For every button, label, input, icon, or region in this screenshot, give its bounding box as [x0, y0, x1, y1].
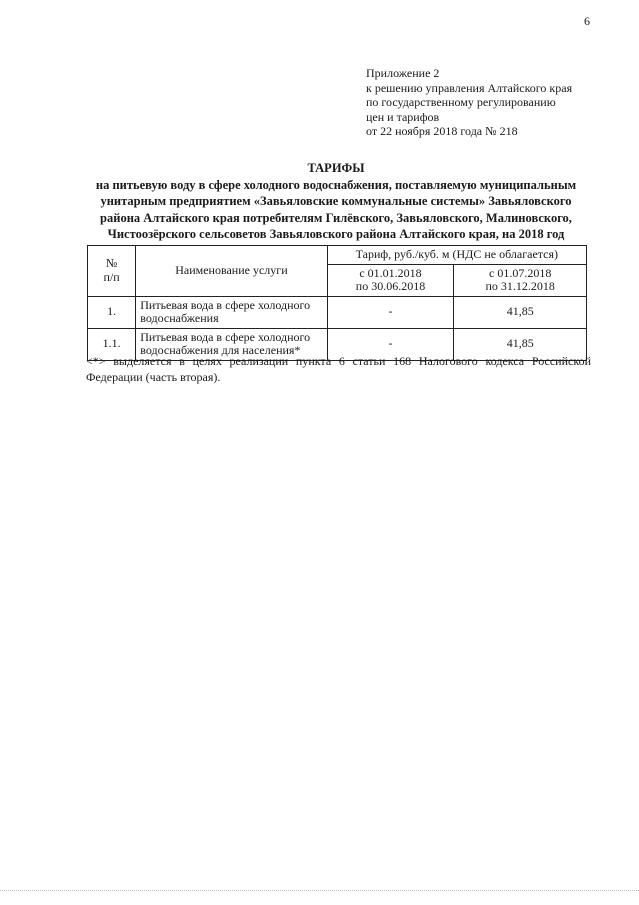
header-service-name: Наименование услуги: [136, 246, 327, 297]
appendix-line: к решению управления Алтайского края: [366, 80, 573, 95]
row-service-name-line: водоснабжения: [140, 311, 219, 325]
table-row: [88, 296, 587, 328]
appendix-line: от 22 ноября 2018 года № 218: [366, 124, 518, 138]
header-period-1-end: по 30.06.2018: [355, 279, 426, 293]
title-line: на питьевую воду в сфере холодного водоснабжения, поставляемую муниципальным: [95, 177, 577, 192]
header-num: [88, 246, 136, 297]
row-tariff-period-1: -: [327, 296, 454, 328]
header-num-symbol: №: [105, 256, 118, 271]
scan-edge-line: [0, 890, 639, 891]
row-tariff-period-2: 41,85: [454, 296, 587, 328]
row-service-name-line: водоснабжения для населения*: [140, 343, 301, 357]
appendix-line: цен и тарифов: [366, 109, 440, 124]
header-period-2: [454, 264, 587, 296]
row-tariff-period-1: -: [327, 328, 454, 360]
title-line: Чистоозёрского сельсоветов Завьяловского района Алтайского края, на 2018 год: [107, 227, 565, 241]
title-line: района Алтайского края потребителям Гилёвского, Завьяловского, Малиновского,: [100, 210, 572, 225]
header-period-1: [327, 264, 454, 296]
tariff-table: [87, 245, 587, 361]
row-num: 1.: [88, 296, 136, 328]
row-service-name-line: Питьевая вода в сфере холодного: [140, 329, 311, 344]
header-period-2-end: по 31.12.2018: [485, 279, 555, 293]
row-service-name-line: Питьевая вода в сфере холодного: [140, 297, 311, 312]
table-header-row: [88, 246, 587, 265]
title-heading: ТАРИФЫ: [307, 161, 365, 175]
header-num-abbrev: п/п: [103, 269, 120, 284]
header-period-1-start: с 01.01.2018: [359, 265, 422, 280]
header-period-2-start: с 01.07.2018: [489, 265, 552, 280]
appendix-line: Приложение 2: [366, 66, 440, 80]
appendix-block: [366, 66, 572, 139]
row-num: 1.1.: [88, 328, 136, 360]
title-line: унитарным предприятием «Завьяловские коммунальные системы» Завьяловского: [100, 194, 572, 208]
row-tariff-period-2: 41,85: [454, 328, 587, 360]
document-title: [66, 160, 606, 243]
page-number: 6: [584, 14, 590, 28]
appendix-line: по государственному регулированию: [366, 95, 556, 109]
header-tariff: Тариф, руб./куб. м (НДС не облагается): [327, 246, 586, 265]
row-service-name: [136, 296, 327, 328]
footnote: <*> выделяется в целях реализации пункта 6 статьи 168 Налогового кодекса Российской Федерации (часть вторая).: [86, 354, 591, 384]
